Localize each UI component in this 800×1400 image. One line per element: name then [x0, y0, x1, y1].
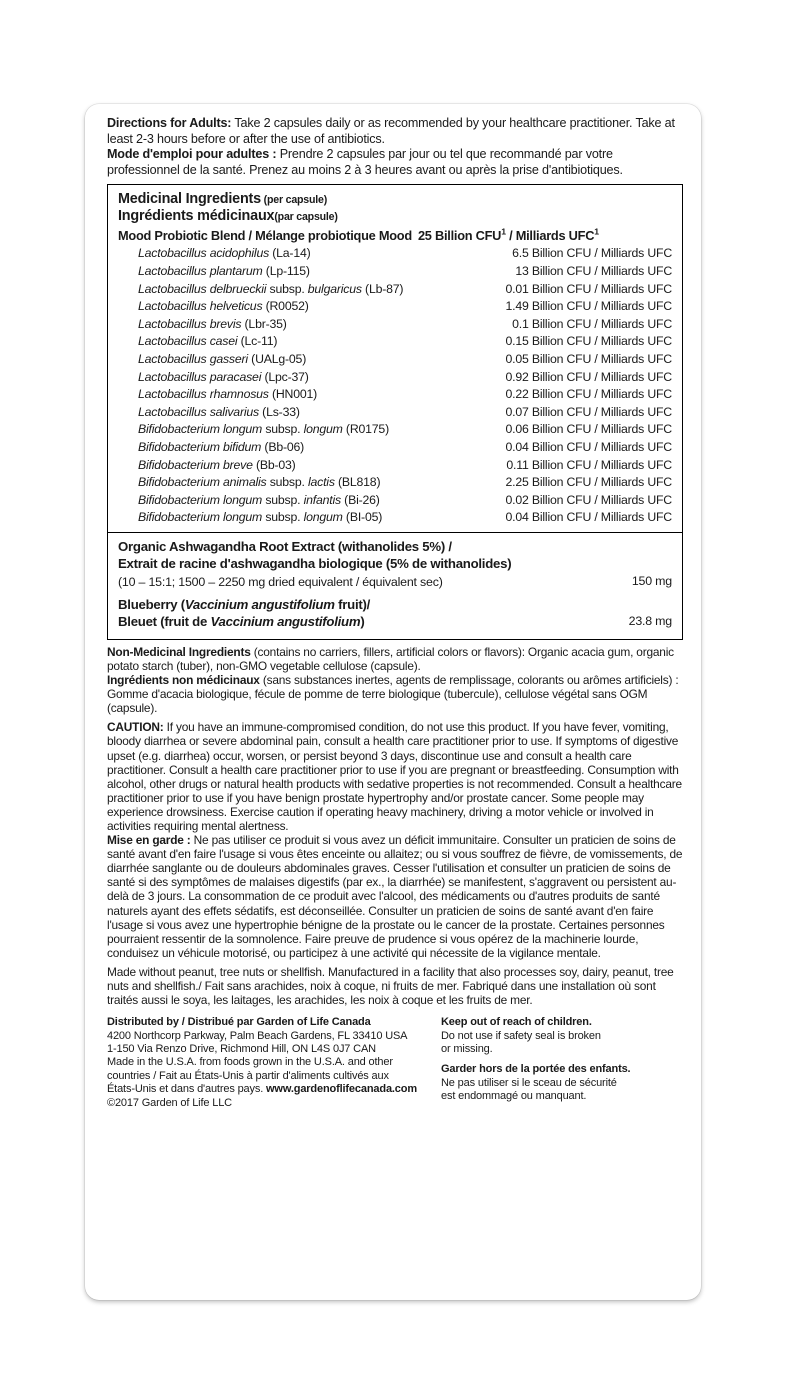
- strain-code: (Lbr-35): [241, 316, 287, 331]
- blueberry-fr-latin: Vaccinium angustifolium: [210, 614, 361, 630]
- keep-out-en-line-2: or missing.: [441, 1043, 493, 1056]
- blend-amount-footnote-1: 1: [501, 227, 506, 238]
- footer-warning-column: [437, 1016, 683, 1110]
- strain-name: [118, 386, 460, 404]
- strain-name: [118, 509, 460, 527]
- website-link[interactable]: www.gardenoflifecanada.com: [266, 1083, 417, 1096]
- probiotic-blend-name: Mood Probiotic Blend / Mélange probiotique Mood: [118, 228, 412, 244]
- copyright-line: ©2017 Garden of Life LLC: [107, 1096, 232, 1109]
- strain-amount: 0.04 Billion CFU / Milliards UFC: [505, 510, 672, 525]
- strain-code: (Bb-03): [252, 457, 296, 472]
- strain-row: [118, 298, 672, 316]
- caution-en: [107, 720, 683, 833]
- strain-amount: 13 Billion CFU / Milliards UFC: [515, 263, 672, 278]
- strain-code: (Ls-33): [258, 404, 300, 419]
- caution-fr-label: Mise en garde :: [107, 833, 191, 848]
- strain-code: (BI-05): [342, 510, 383, 525]
- strain-amount: 0.22 Billion CFU / Milliards UFC: [505, 387, 672, 402]
- strain-name: [118, 404, 460, 422]
- ashwagandha-row: [118, 538, 672, 591]
- blueberry-fr-a: Bleuet (fruit de: [118, 614, 211, 630]
- strain-amount: 6.5 Billion CFU / Milliards UFC: [512, 246, 672, 261]
- ashwagandha-amount: 150 mg: [631, 573, 672, 588]
- footer-spacer: [441, 1056, 683, 1063]
- blueberry-name-fr: [118, 613, 600, 631]
- keep-out-fr-line-2: est endommagé ou manquant.: [441, 1090, 587, 1103]
- strain-code: (R0175): [342, 422, 389, 437]
- keep-out-fr-line-1: Ne pas utiliser si le sceau de sécurité: [441, 1076, 617, 1089]
- strain-genus-species: Bifidobacterium longum: [138, 492, 263, 507]
- non-medicinal-en: [107, 645, 683, 673]
- strain-subsp-label: subsp.: [262, 422, 304, 437]
- strain-genus-species: Lactobacillus plantarum: [138, 263, 263, 278]
- footer-block: [107, 1016, 683, 1110]
- address-line-1: 4200 Northcorp Parkway, Palm Beach Gardens, FL 33410 USA: [107, 1029, 408, 1042]
- heading-en-main: Medicinal Ingredients: [118, 191, 261, 208]
- strain-genus-species: Bifidobacterium longum: [138, 510, 263, 525]
- blend-amount-mid: / Milliards UFC: [505, 228, 595, 244]
- heading-fr-sub: (par capsule): [274, 211, 338, 224]
- strain-name: [118, 245, 460, 263]
- heading-fr-main: Ingrédients médicinaux: [118, 208, 275, 225]
- origin-line-3: [107, 1083, 437, 1096]
- strain-amount: 0.06 Billion CFU / Milliards UFC: [505, 422, 672, 437]
- heading-en-sub: (per capsule): [260, 194, 328, 207]
- strain-name: [118, 421, 460, 439]
- keep-out-en-line-1: Do not use if safety seal is broken: [441, 1029, 601, 1042]
- ashwagandha-name-fr: Extrait de racine d'ashwagandha biologique (5% de withanolides): [118, 556, 512, 572]
- strain-name: [118, 492, 460, 510]
- strain-code: (Lp-115): [262, 263, 310, 278]
- strain-amount: 0.05 Billion CFU / Milliards UFC: [505, 351, 672, 366]
- strain-name: [118, 316, 460, 334]
- address-line-2: 1-150 Via Renzo Drive, Richmond Hill, ON L4S 0J7 CAN: [107, 1043, 376, 1056]
- medicinal-ingredients-heading-en: [118, 191, 672, 208]
- strain-amount: 0.15 Billion CFU / Milliards UFC: [505, 334, 672, 349]
- strain-genus-species: Lactobacillus rhamnosus: [138, 387, 269, 402]
- strain-genus-species: Lactobacillus brevis: [138, 316, 242, 331]
- strain-name: [118, 281, 460, 299]
- directions-block: [107, 116, 683, 178]
- strain-name: [118, 369, 460, 387]
- blueberry-row: [118, 596, 672, 631]
- strain-row: [118, 316, 672, 334]
- blueberry-fr-b: ): [360, 614, 365, 630]
- strain-genus-species: Bifidobacterium breve: [138, 457, 253, 472]
- blueberry-en-latin: Vaccinium angustifolium: [184, 596, 335, 612]
- probiotic-strain-list: [118, 245, 672, 527]
- strain-subsp-label: subsp.: [262, 492, 304, 507]
- strain-code: (UALg-05): [247, 351, 307, 366]
- caution-en-text: If you have an immune-compromised condition, do not use this product. If you have fever, vomiting, bloody diarrhea or severe abdominal pain, consult a health care practitioner prior to use. If symptoms of digestive upset (e.g. diarrhea) occur, worsen, or persist beyond 3 days, discontinue use and consult a health care practitioner. Consult a health care practitioner prior to use if you are pregnant or breastfeeding. Consumption with alcohol, other drugs or natural health products with sedative properties is not recommended. Consult a healthcare practitioner prior to use if you have benign prostate hypertrophy and/or prostate cancer. Some people may experience drowsiness. Exercise caution if operating heavy machinery, driving a motor vehicle or involved in activities requiring mental alertness.: [107, 720, 682, 833]
- non-medicinal-fr-text: (sans substances inertes, agents de remplissage, colorants ou arômes artificiels) : Gomme d'acacia biologique, fécule de pomme de terre biologique (tubercule), cellulose végétal sans OGM (capsule).: [107, 673, 679, 716]
- strain-row: [118, 351, 672, 369]
- strain-genus-species: Lactobacillus salivarius: [138, 404, 259, 419]
- strain-genus-species: Lactobacillus delbrueckii: [138, 281, 267, 296]
- directions-fr-text: Prendre 2 capsules par jour ou tel que recommandé par votre professionnel de la santé. Prenez au moins 2 à 3 heures avant ou après la prise d'antibiotiques.: [107, 147, 623, 177]
- origin-line-3-text: États-Unis et dans d'autres pays.: [107, 1083, 267, 1096]
- strain-amount: 0.92 Billion CFU / Milliards UFC: [505, 369, 672, 384]
- strain-code: (Bb-06): [261, 439, 305, 454]
- keep-out-en-title: Keep out of reach of children.: [441, 1016, 592, 1029]
- caution-fr: [107, 833, 683, 960]
- strain-code: (R0052): [262, 299, 309, 314]
- strain-row: [118, 492, 672, 510]
- probiotic-blend-row: [118, 227, 672, 244]
- strain-code: (Lpc-37): [261, 369, 309, 384]
- caution-en-label: CAUTION:: [107, 720, 164, 735]
- strain-row: [118, 263, 672, 281]
- strain-amount: 2.25 Billion CFU / Milliards UFC: [505, 475, 672, 490]
- strain-code: (Lb-87): [361, 281, 404, 296]
- strain-row: [118, 245, 672, 263]
- non-medicinal-en-text: (contains no carriers, fillers, artificial colors or flavors): Organic acacia gum, organic potato starch (tuber), non-GMO vegetable cellulose (capsule).: [107, 644, 674, 673]
- strain-name: [118, 298, 460, 316]
- blueberry-en-b: fruit)/: [334, 596, 371, 612]
- strain-subsp-label: subsp.: [266, 281, 308, 296]
- ashwagandha-ratio-note: (10 – 15:1; 1500 – 2250 mg dried equivalent / équivalent sec): [118, 574, 443, 589]
- allergen-statement: Made without peanut, tree nuts or shellfish. Manufactured in a facility that also processes soy, dairy, peanut, tree nuts and shellfish./ Fait sans arachides, noix à coque, ni fruits de mer. Fabriqué dans une installation où sont traités aussi le soya, les laitages, les arachides, les noix à coque et les fruits de mer.: [107, 964, 674, 1008]
- strain-name: [118, 439, 460, 457]
- ingredient-divider: [108, 532, 682, 533]
- strain-subsp-label: subsp.: [266, 475, 308, 490]
- keep-out-fr-title: Garder hors de la portée des enfants.: [441, 1063, 631, 1076]
- strain-genus-species: Lactobacillus gasseri: [138, 351, 248, 366]
- strain-row: [118, 474, 672, 492]
- strain-subspecies: infantis: [303, 492, 341, 507]
- blueberry-en-a: Blueberry (: [118, 596, 185, 612]
- strain-row: [118, 281, 672, 299]
- strain-amount: 0.07 Billion CFU / Milliards UFC: [505, 404, 672, 419]
- strain-genus-species: Bifidobacterium longum: [138, 422, 263, 437]
- strain-name: [118, 351, 460, 369]
- strain-subspecies: longum: [303, 510, 343, 525]
- strain-code: (La-14): [269, 246, 311, 261]
- strain-amount: 0.01 Billion CFU / Milliards UFC: [505, 281, 672, 296]
- strain-name: [118, 263, 460, 281]
- origin-line-2: countries / Fait au États-Unis à partir d'aliments cultivés aux: [107, 1069, 389, 1082]
- strain-name: [118, 474, 460, 492]
- strain-amount: 0.11 Billion CFU / Milliards UFC: [506, 457, 672, 472]
- medicinal-ingredients-box: [107, 184, 683, 640]
- strain-code: (BL818): [334, 475, 381, 490]
- strain-name: [118, 457, 460, 475]
- strain-amount: 0.02 Billion CFU / Milliards UFC: [505, 492, 672, 507]
- strain-row: [118, 509, 672, 527]
- strain-subsp-label: subsp.: [262, 510, 304, 525]
- footer-distributor-column: [107, 1016, 437, 1110]
- strain-amount: 1.49 Billion CFU / Milliards UFC: [505, 299, 672, 314]
- non-medicinal-en-label: Non-Medicinal Ingredients: [107, 644, 251, 659]
- caution-fr-text: Ne pas utiliser ce produit si vous avez un déficit immunitaire. Consulter un praticien de soins de santé avant d'en faire l'usage si vous êtes enceinte ou allaitez; ou si vous souffrez de fièvre, de vomissements, de diarrhée sanglante ou de douleurs abdominales graves. Cesser l'utilisation et consulter un praticien de soins de santé si des symptômes de malaises digestifs (par ex., la diarrhée) se manifestent, s'aggravent ou persistent au-delà de 3 jours. La consommation de ce produit avec l'alcool, des médicaments ou d'autres produits de santé naturels ayant des effets sédatifs, est déconseillée. Consulter un praticien de soins de santé avant d'en faire l'usage si vous avez une hypertrophie bénigne de la prostate ou le cancer de la prostate. Certaines personnes pourraient ressentir de la somnolence. Faire preuve de prudence si vous opérez de la machinerie lourde, conduisez un véhicule motorisé, ou participez à une activité qui nécessite de la vigilance mentale.: [107, 833, 683, 960]
- strain-amount: 0.1 Billion CFU / Milliards UFC: [512, 316, 672, 331]
- strain-genus-species: Lactobacillus helveticus: [138, 299, 263, 314]
- probiotic-blend-amount: [418, 227, 599, 244]
- blend-amount-footnote-2: 1: [594, 227, 599, 238]
- strain-row: [118, 439, 672, 457]
- strain-row: [118, 369, 672, 387]
- directions-en-label: Directions for Adults:: [107, 116, 232, 130]
- blueberry-name-en: [118, 596, 600, 614]
- strain-genus-species: Lactobacillus acidophilus: [138, 246, 270, 261]
- strain-row: [118, 404, 672, 422]
- blend-amount-pre: 25 Billion CFU: [417, 228, 502, 244]
- distributed-by-line: Distributed by / Distribué par Garden of Life Canada: [107, 1016, 371, 1029]
- strain-subspecies: bulgaricus: [307, 281, 362, 296]
- strain-code: (Lc-11): [237, 334, 278, 349]
- strain-subspecies: longum: [303, 422, 343, 437]
- non-medicinal-fr-label: Ingrédients non médicinaux: [107, 673, 260, 688]
- non-medicinal-fr: [107, 673, 683, 715]
- strain-amount: 0.04 Billion CFU / Milliards UFC: [505, 439, 672, 454]
- strain-code: (HN001): [268, 387, 318, 402]
- medicinal-ingredients-heading-fr: [118, 208, 672, 225]
- supplement-label-panel: [85, 104, 701, 1300]
- strain-row: [118, 457, 672, 475]
- ashwagandha-name-en: Organic Ashwagandha Root Extract (withanolides 5%) /: [118, 538, 452, 554]
- strain-row: [118, 333, 672, 351]
- strain-genus-species: Lactobacillus casei: [138, 334, 238, 349]
- strain-row: [118, 386, 672, 404]
- directions-en-text: Take 2 capsules daily or as recommended by your healthcare practitioner. Take at least 2-3 hours before or after the use of antibiotics.: [107, 116, 675, 146]
- strain-genus-species: Lactobacillus paracasei: [138, 369, 262, 384]
- strain-genus-species: Bifidobacterium bifidum: [138, 439, 262, 454]
- strain-genus-species: Bifidobacterium animalis: [138, 475, 267, 490]
- blueberry-amount: 23.8 mg: [628, 613, 672, 628]
- strain-row: [118, 421, 672, 439]
- strain-name: [118, 333, 460, 351]
- directions-fr-label: Mode d'emploi pour adultes :: [107, 147, 277, 162]
- strain-subspecies: lactis: [307, 475, 335, 490]
- strain-code: (Bi-26): [340, 492, 380, 507]
- origin-line-1: Made in the U.S.A. from foods grown in the U.S.A. and other: [107, 1056, 393, 1069]
